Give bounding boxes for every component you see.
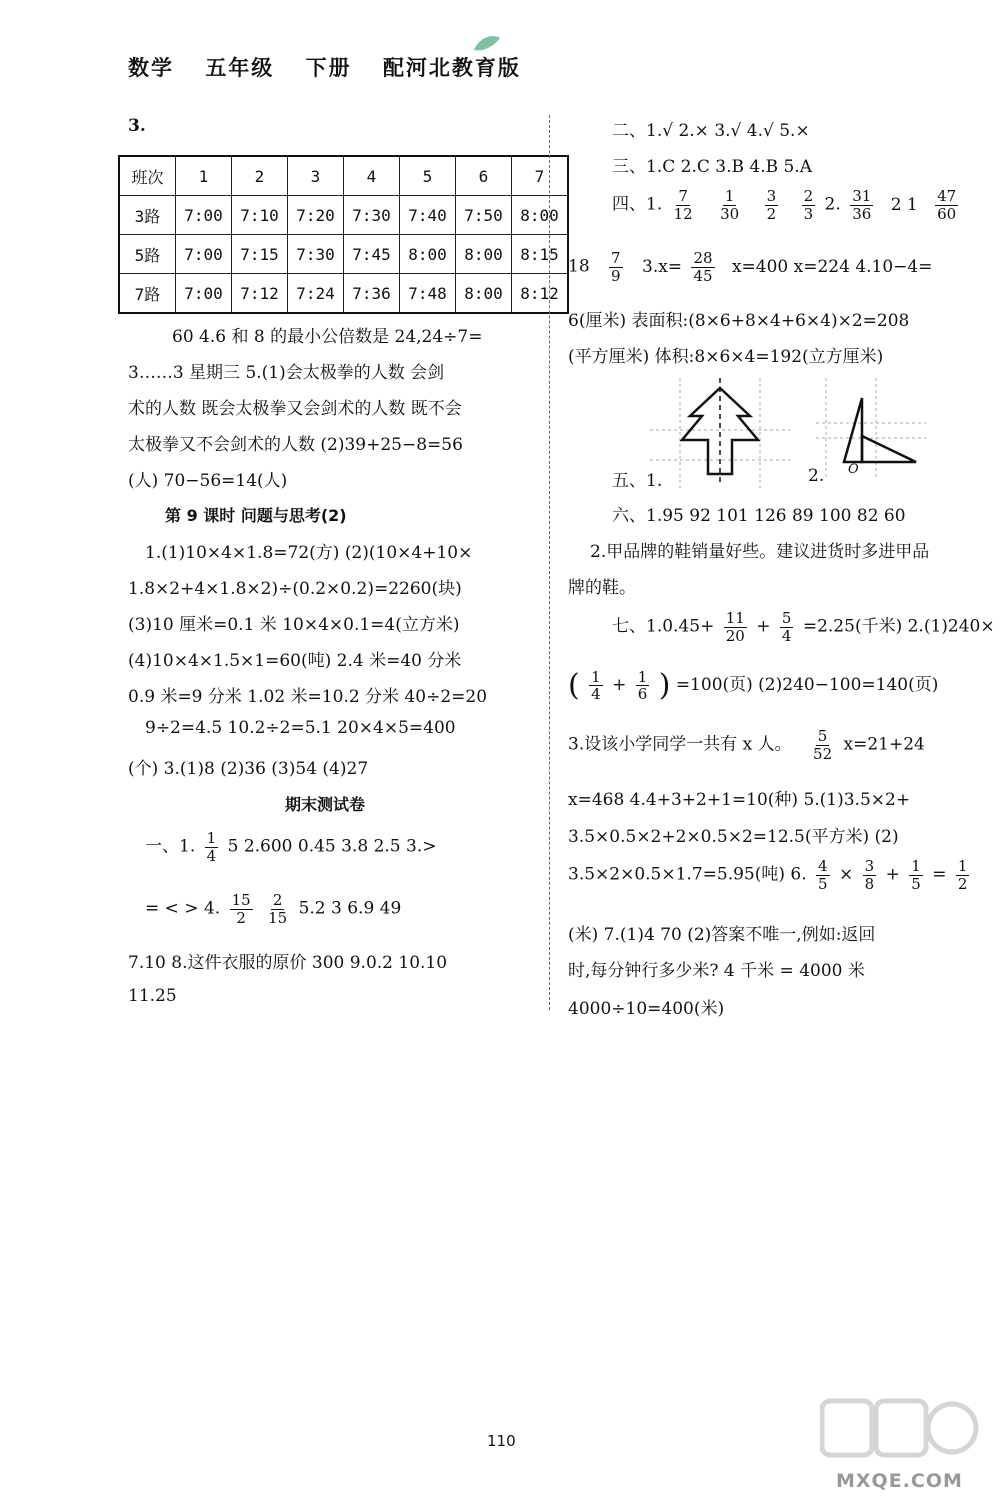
fraction [802, 188, 816, 222]
table-header-row [119, 156, 568, 196]
answer-line: 2.甲品牌的鞋销量好些。建议进货时多进甲品 [590, 542, 930, 562]
fraction [609, 250, 623, 284]
section-heading-lesson9: 第 9 课时 问题与思考(2) [165, 506, 347, 525]
table-cell: 8:00 [512, 196, 569, 235]
numerator: 4 [818, 857, 828, 875]
column-divider [549, 115, 550, 1010]
answer-line [612, 188, 962, 222]
paren-open: ( [568, 668, 580, 703]
answer-line: 9÷2=4.5 10.2÷2=5.1 20×4×5=400 [145, 718, 456, 738]
denominator: 52 [813, 744, 833, 763]
denominator: 45 [693, 266, 713, 285]
answer-line: 时,每分钟行多少米? 4 千米 = 4000 米 [568, 961, 865, 981]
numerator: 11 [725, 609, 745, 627]
denominator: 5 [818, 874, 828, 893]
answer-line: 1.(1)10×4×1.8=72(方) (2)(10×4+10× [145, 543, 473, 563]
answer-line: (人) 70−56=14(人) [128, 471, 288, 491]
denominator: 4 [591, 685, 601, 703]
table-cell: 7:12 [232, 274, 288, 314]
numerator: 2 [272, 891, 283, 909]
table-cell: 7:40 [400, 196, 456, 235]
numerator: 1 [957, 857, 968, 875]
bus-schedule-table [118, 155, 569, 314]
numerator: 1 [591, 667, 601, 686]
table-cell: 7路 [119, 274, 176, 314]
denominator: 2 [766, 204, 777, 223]
fraction [266, 892, 289, 926]
denominator: 12 [673, 204, 693, 223]
fraction [816, 858, 830, 892]
denominator: 9 [611, 266, 621, 285]
answer-line: (4)10×4×1.5×1=60(吨) 2.4 米=40 分米 [128, 651, 462, 671]
answer-text: 2. [824, 194, 841, 215]
answer-text: =2.25(千米) 2.(1)240× [802, 616, 995, 637]
table-cell: 7:20 [288, 196, 344, 235]
table-cell: 7:36 [344, 274, 400, 314]
fraction [863, 858, 877, 892]
denominator: 6 [637, 685, 648, 703]
numerator: 31 [852, 187, 872, 205]
fraction [718, 188, 741, 222]
table-cell: 7:30 [288, 235, 344, 274]
answer-text: 七、1.0.45+ [612, 616, 715, 637]
answer-line [568, 728, 925, 762]
page-number: 110 [487, 1432, 516, 1450]
fraction [724, 610, 747, 644]
answer-line: 11.25 [128, 986, 177, 1006]
answer-prefix: 一、1. [145, 836, 196, 857]
answer-line: 太极拳又不会剑术的人数 (2)39+25−8=56 [128, 435, 463, 455]
table-header-cell: 6 [456, 156, 512, 196]
operator: + [612, 675, 627, 695]
fraction [691, 250, 714, 284]
table-cell: 7:24 [288, 274, 344, 314]
answer-line [612, 610, 995, 644]
answer-line: 3.5×0.5×2+2×0.5×2=12.5(平方米) (2) [568, 827, 899, 847]
tree-shape-figure [650, 378, 790, 488]
denominator: 3 [803, 204, 814, 223]
answer-text: 2 1 [890, 194, 918, 215]
numerator: 28 [693, 249, 713, 267]
numerator: 1 [724, 187, 735, 205]
point-o-label: O [848, 462, 859, 477]
operator: × [839, 864, 854, 885]
answer-line: x=468 4.4+3+2+1=10(种) 5.(1)3.5×2+ [568, 790, 911, 810]
operator: + [885, 864, 900, 885]
table-cell: 8:15 [512, 235, 569, 274]
answer-text: 3.x= [642, 256, 683, 277]
answer-line: (米) 7.(1)4 70 (2)答案不唯一,例如:返回 [568, 925, 876, 945]
answer-line [568, 668, 938, 703]
numerator: 5 [781, 609, 792, 627]
denominator: 60 [937, 204, 957, 223]
fraction [205, 830, 219, 864]
answer-line: 二、1.√ 2.× 3.√ 4.√ 5.× [612, 121, 810, 141]
numerator: 7 [678, 187, 688, 205]
watermark-text: MXQE.COM [836, 1470, 963, 1492]
operator: = [932, 864, 947, 885]
table-row [119, 235, 568, 274]
numerator: 3 [766, 187, 777, 205]
answer-line: (平方厘米) 体积:8×6×4=192(立方厘米) [568, 347, 884, 367]
answer-line [145, 892, 401, 926]
table-header-cell: 4 [344, 156, 400, 196]
answer-text: x=400 x=224 4.10−4= [731, 256, 933, 277]
answer-line: (个) 3.(1)8 (2)36 (3)54 (4)27 [128, 759, 369, 779]
table-cell: 7:10 [232, 196, 288, 235]
denominator: 8 [864, 874, 875, 893]
fraction [230, 892, 253, 926]
fraction [956, 858, 970, 892]
table-cell: 7:48 [400, 274, 456, 314]
table-cell: 3路 [119, 196, 176, 235]
header-subject: 数学 [128, 56, 174, 80]
answer-line: 3……3 星期三 5.(1)会太极拳的人数 会剑 [128, 363, 445, 383]
numerator: 1 [206, 829, 217, 847]
table-cell: 7:00 [176, 235, 232, 274]
fraction [850, 188, 873, 222]
answer-line: 三、1.C 2.C 3.B 4.B 5.A [612, 157, 812, 177]
table-cell: 7:30 [344, 196, 400, 235]
numerator: 2 [803, 187, 814, 205]
table-cell: 7:00 [176, 196, 232, 235]
section-heading-final-exam: 期末测试卷 [285, 795, 366, 814]
table-cell: 7:45 [344, 235, 400, 274]
denominator: 4 [206, 846, 217, 865]
answer-line: 4000÷10=400(米) [568, 999, 725, 1019]
answer-line: 1.8×2+4×1.8×2)÷(0.2×0.2)=2260(块) [128, 579, 462, 599]
table-header-cell: 7 [512, 156, 569, 196]
answer-text: 3.5×2×0.5×1.7=5.95(吨) 6. [568, 864, 807, 885]
denominator: 30 [720, 204, 740, 223]
leaf-icon [472, 32, 502, 54]
denominator: 2 [236, 908, 246, 927]
fraction [589, 669, 603, 703]
numerator: 1 [911, 857, 921, 875]
fraction [672, 188, 695, 222]
answer-line: 0.9 米=9 分米 1.02 米=10.2 分米 40÷2=20 [128, 687, 488, 707]
page-header [128, 52, 543, 82]
table-cell: 7:50 [456, 196, 512, 235]
numerator: 5 [817, 727, 828, 745]
header-edition: 配河北教育版 [382, 56, 521, 80]
table-row [119, 196, 568, 235]
answer-text: 18 [568, 256, 590, 277]
numerator: 3 [864, 857, 875, 875]
answer-text: 5 2.600 0.45 3.8 2.5 3.> [227, 836, 437, 857]
answer-text: 3.设该小学同学一共有 x 人。 [568, 734, 792, 755]
answer-prefix: = < > 4. [145, 898, 221, 919]
table-header-cell: 1 [176, 156, 232, 196]
denominator: 2 [957, 874, 968, 893]
answer-line: 六、1.95 92 101 126 89 100 82 60 [612, 506, 906, 526]
denominator: 5 [911, 874, 921, 893]
fraction [765, 188, 779, 222]
paren-close: ) [658, 668, 671, 703]
answer-line: 牌的鞋。 [568, 578, 636, 598]
answer-line: 术的人数 既会太极拳又会剑术的人数 既不会 [128, 399, 462, 419]
fraction [811, 728, 834, 762]
answer-line: 6(厘米) 表面积:(8×6+8×4+6×4)×2=208 [568, 311, 910, 331]
table-header-cell: 班次 [119, 156, 176, 196]
fraction [780, 610, 794, 644]
fraction [935, 188, 958, 222]
numerator: 1 [637, 667, 648, 686]
denominator: 36 [852, 204, 872, 223]
denominator: 20 [725, 626, 745, 645]
table-cell: 8:12 [512, 274, 569, 314]
answer-prefix: 五、1. [612, 471, 663, 491]
table-header-cell: 3 [288, 156, 344, 196]
table-cell: 8:00 [400, 235, 456, 274]
table-header-cell: 2 [232, 156, 288, 196]
table-cell: 5路 [119, 235, 176, 274]
answer-line [568, 250, 933, 284]
header-volume: 下册 [305, 56, 352, 80]
answer-line [568, 858, 973, 892]
table-cell: 8:00 [456, 235, 512, 274]
answer-text: =100(页) (2)240−100=140(页) [675, 675, 939, 695]
table-header-cell: 5 [400, 156, 456, 196]
table-row [119, 274, 568, 314]
answer-line: (3)10 厘米=0.1 米 10×4×0.1=4(立方米) [128, 615, 460, 635]
table-cell: 7:15 [232, 235, 288, 274]
answer-line: 7.10 8.这件衣服的原价 300 9.0.2 10.10 [128, 953, 448, 973]
q3-label: 3. [128, 116, 146, 136]
answer-line: 60 4.6 和 8 的最小公倍数是 24,24÷7= [172, 327, 483, 347]
numerator: 15 [231, 891, 251, 909]
header-grade: 五年级 [205, 56, 275, 80]
numerator: 7 [611, 249, 621, 267]
answer-prefix: 四、1. [612, 194, 663, 215]
answer-text: x=21+24 [843, 734, 925, 755]
fraction [909, 858, 923, 892]
numerator: 47 [937, 187, 957, 205]
table-cell: 7:00 [176, 274, 232, 314]
answer-text: 5.2 3 6.9 49 [298, 898, 402, 919]
answer-prefix: 2. [808, 466, 825, 486]
denominator: 15 [268, 908, 288, 927]
operator: + [756, 616, 771, 637]
fraction [636, 669, 650, 703]
answer-line [145, 830, 436, 864]
watermark-logo [820, 1395, 980, 1465]
table-cell: 8:00 [456, 274, 512, 314]
denominator: 4 [781, 626, 792, 645]
triangle-figure [816, 378, 926, 478]
